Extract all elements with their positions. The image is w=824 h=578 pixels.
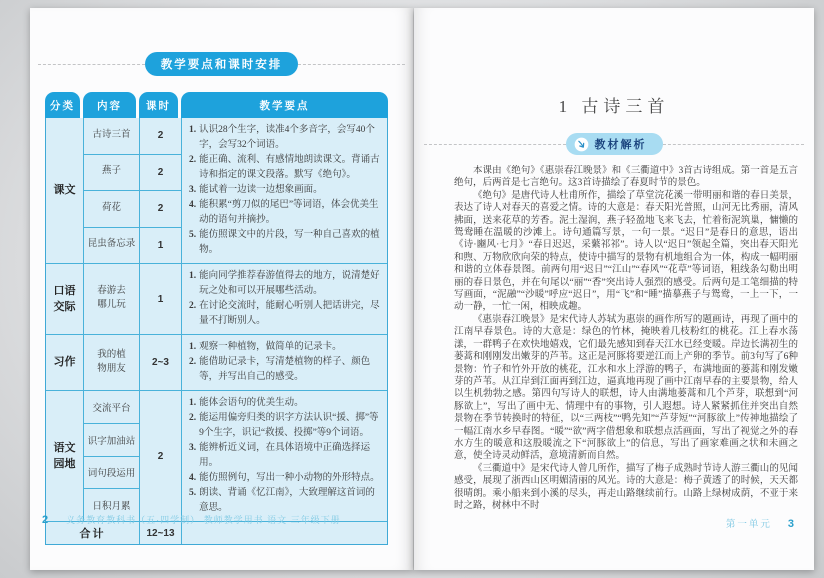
hours-cell: 2~3 [140,335,182,390]
table-group-kewen [46,118,387,263]
point-text: 能运用偏旁归类的识字方法认识“援、掷”等9个生字，识记“救援、投掷”等9个词语。 [199,413,379,438]
point-text: 能向同学推荐春游值得去的地方，说清楚好玩之处和可以开展哪些活动。 [199,271,380,296]
content-hours-column [84,264,182,334]
point-text: 在讨论交流时，能耐心听别人把话讲完，尽量不打断别人。 [199,301,380,326]
header-hours: 课时 [139,92,178,118]
content-hours-column [84,335,182,390]
paragraph: 《绝句》是唐代诗人杜甫所作，描绘了草堂浣花溪一带明丽和谐的春日美景，表达了诗人对春天的喜爱之情。诗的大意是：春天阳光普照，山河无比秀丽，清风拂面，送来花草的芳香。泥土湿润，燕子轻盈地飞来飞去，忙着衔泥筑巢，慵懒的鸳鸯睡在温暖的沙滩上。诗句通篇写景，一句一景。“迟日”是春日的意思，语出《诗·豳风·七月》“春日迟迟，采蘩祁祁”。诗人以“迟日”领起全篇，突出春天阳光和煦、万物欣欣向荣的特点，使诗中描写的景物有机地组合为一体，构成一幅明丽和谐的立体春景图。前两句用“迟日”“江山”“春风”“花草”等词语，粗线条勾勒出明丽的春日景色，并在句尾以“丽”“香”突出诗人强烈的感受。后两句是工笔细描的特写画面，“泥融”“沙暖”呼应“迟日”，用“飞”和“睡”描摹燕子与鸳鸯，一上一下，一动一静，一忙一闲，相映成趣。 [454,190,798,313]
point-number: 3. [189,443,197,453]
table-group-yuwenyuandi [46,390,387,521]
point-text: 朗读、背诵《忆江南》，大致理解这首词的意思。 [199,488,375,513]
banner-row [38,52,405,76]
content-cell: 日积月累 [84,488,140,521]
category-cell: 习作 [46,335,84,390]
hours-cell: 1 [140,228,182,264]
content-cell: 我的植 物朋友 [84,335,140,390]
left-page-number: 2 [42,514,49,526]
point-number: 3. [189,185,197,195]
right-page-footer [726,516,794,530]
point-text: 能仿照例句，写出一种小动物的外形特点。 [199,473,380,483]
points-cell [182,264,387,334]
content-cell: 燕子 [84,155,140,191]
book-title: 义务教育教科书（五·四学制） 教师教学用书 语文 三年级下册 [66,515,341,525]
content-cell: 交流平台 [84,391,140,423]
point-text: 能仿照课文中的片段，写一种自己喜欢的植物。 [199,230,380,255]
point-text: 能辨析近义词，在具体语境中正确选择运用。 [199,443,371,468]
unit-label: 第一单元 [725,520,772,530]
category-cell: 课文 [46,118,84,263]
content-column [84,391,140,521]
point-number: 1. [189,125,197,135]
content-cell: 春游去 哪儿玩 [84,264,140,334]
total-hours: 12~13 [140,522,182,544]
hours-cell: 2 [140,155,182,191]
content-cell: 词句段运用 [84,456,140,489]
content-cell: 昆虫备忘录 [84,228,140,264]
paragraph: 《惠崇春江晚景》是宋代诗人苏轼为惠崇的画作所写的题画诗，再现了画中的江南早春景色。诗的大意是：绿色的竹林，掩映着几枝粉红的桃花。江上春水荡漾，一群鸭子在欢快地嬉戏，它们最先感知到春天江水已经变暖。岸边长满初生的蒌蒿和刚刚发出嫩芽的芦苇。这正是河豚将要逆江而上产卵的季节。前3句写了6种景物：竹子和竹外开放的桃花，江水和水上浮游的鸭子，布满地面的蒌蒿和刚发嫩芽的芦苇。从江岸到江面再到江边，逼真地再现了画中江南早春的主要景物，给人以生机勃勃之感。第四句写诗人的联想，诗人由满地蒌蒿和几个芦芽，联想到“河豚欲上”，写出了画中无、情理中有的事物，引人遐想。诗人紧紧抓住并突出自然景物在季节转换时的特征，以“三两枝”“鸭先知”“芦芽短”“河豚欲上”传神地描绘了一幅江南水乡早春图。“暖”“欲”两字借想象和联想点活画面，写出了视觉之外的春水方生的暖意和这股暖流之下“河豚欲上”的信息，写出了画家难画之状和未画之意，使全诗灵动鲜活，意境清新而自然。 [454,314,798,462]
content-cell: 荷花 [84,191,140,227]
table-header [45,92,388,118]
left-page [30,8,413,570]
point-text: 认识28个生字，读准4个多音字，会写40个字，会写32个词语。 [199,125,375,150]
right-page [414,8,814,570]
table-row [84,335,182,390]
content-hours-column [84,118,182,263]
point-number: 5. [189,230,197,240]
paragraph: 本课由《绝句》《惠崇春江晚景》和《三衢道中》3首古诗组成。第一首是五言绝句，后两首是七言绝句。这3首诗描绘了春夏时节的景色。 [454,166,798,189]
teaching-plan-table [45,92,388,545]
point-text: 能借助记录卡，写清楚植物的样子、颜色等，并写出自己的感受。 [199,357,371,382]
point-number: 4. [189,200,197,210]
table-group-xizuo [46,334,387,390]
lesson-title: 1 古诗三首 [558,97,670,116]
table-row [84,264,182,334]
header-points: 教学要点 [181,92,388,118]
section-badge [566,133,663,155]
point-text: 能试着一边读一边想象画面。 [199,185,323,195]
annotation-arrow-icon [574,137,589,152]
section-banner: 教学要点和课时安排 [145,52,299,76]
point-number: 1. [189,398,197,408]
points-cell [182,391,387,521]
section-badge-label: 教材解析 [594,139,647,151]
table-group-kouyu [46,263,387,334]
point-number: 2. [189,301,197,311]
content-cell: 识字加油站 [84,423,140,456]
hours-cell: 1 [140,264,182,334]
hours-cell-merged: 2 [140,391,182,521]
point-number: 5. [189,488,197,498]
paragraph: 《三衢道中》是宋代诗人曾几所作，描写了梅子成熟时节诗人游三衢山的见闻感受，展现了浙西山区明媚清丽的风光。诗的大意是：梅子黄透了的时候，天天都很晴朗。乘小船来到小溪的尽头，再走山路继续前行。山路上绿树成荫，不亚于来时之路，树林中不时 [454,463,798,511]
point-text: 能体会语句的优美生动。 [199,398,304,408]
hours-cell: 2 [140,191,182,227]
point-number: 1. [189,342,197,352]
point-text: 能正确、流利、有感情地朗读课文。背诵古诗和指定的课文段落。默写《绝句》。 [199,155,380,180]
point-number: 1. [189,271,197,281]
point-text: 观察一种植物，做简单的记录卡。 [199,342,342,352]
header-category: 分类 [45,92,80,118]
table-row [84,118,182,154]
content-cell: 古诗三首 [84,118,140,154]
category-cell: 语文 园地 [46,391,84,521]
point-number: 4. [189,473,197,483]
point-number: 2. [189,413,197,423]
table-row [84,154,182,191]
total-label: 合计 [46,522,140,544]
table-row [84,190,182,227]
points-cell [182,118,387,263]
badge-row [424,133,804,155]
point-number: 2. [189,357,197,367]
table-row [84,227,182,264]
table-body [45,118,388,545]
category-cell: 口语 交际 [46,264,84,334]
point-text: 能积累“剪刀似的尾巴”等词语，体会优美生动的语句并摘抄。 [199,200,379,225]
header-content: 内容 [83,92,136,118]
left-page-footer [42,513,341,526]
point-number: 2. [189,155,197,165]
hours-cell: 2 [140,118,182,154]
right-page-number: 3 [787,518,794,530]
analysis-text [454,165,798,521]
points-cell [182,335,387,390]
